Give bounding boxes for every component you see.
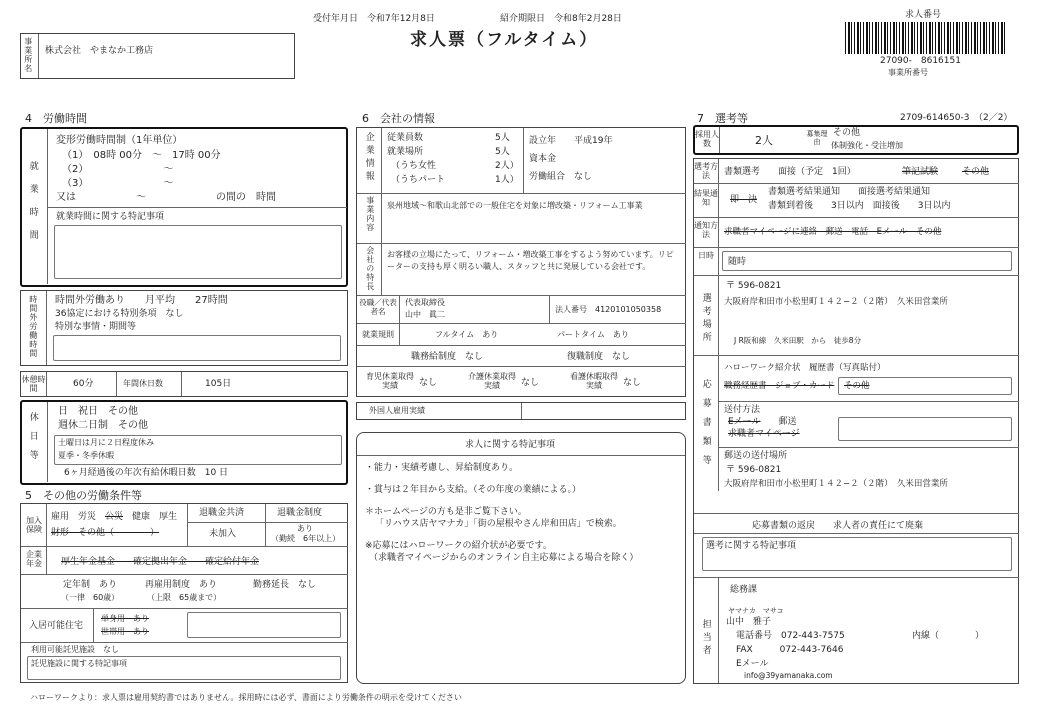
childcare-note-box	[27, 656, 341, 680]
rules-fulltime: フルタイム あり	[435, 330, 499, 339]
shift-3: （3） 〜	[62, 178, 174, 189]
date-value: 随時	[728, 257, 747, 267]
shift-1: （1） 08時 00分 〜 17時 00分	[62, 150, 221, 161]
housing-note-box	[187, 612, 341, 638]
rest-box	[20, 371, 348, 397]
s6-heading: 6 会社の情報	[362, 112, 435, 125]
company-name: 株式会社 やまなか工務店	[45, 46, 154, 56]
recruit-reason-1: その他	[833, 128, 861, 138]
special-circumstance-box	[53, 335, 341, 361]
annual-holidays-label: 年間休日数	[123, 379, 163, 388]
housing-single: 単身用 あり	[101, 614, 149, 623]
work-hours-box	[20, 127, 348, 287]
job-note-4: 「リハウス店ヤマナカ」「街の屋根やさん岸和田店」で検索。	[375, 519, 622, 529]
shift-2: （2） 〜	[62, 164, 174, 175]
contact-kana: ヤマナカ マサコ	[728, 607, 784, 615]
rep-name: 山中 眞二	[405, 310, 445, 319]
job-note-6: （求職者マイページからのオンライン自主応募による場合を除く）	[369, 553, 639, 563]
result-1: 書類選考結果通知 面接選考結果通知	[768, 187, 931, 197]
send-2: 求職者マイページ	[728, 429, 800, 439]
childcare-leave-value: なし	[419, 378, 438, 388]
work-hours-label: 就業時間	[27, 161, 38, 253]
docs-1: ハローワーク紹介状 履歴書（写真貼付）	[724, 363, 886, 373]
retire-age-2: （一律 60歳）	[61, 593, 120, 602]
contact-label: 担当者	[700, 619, 711, 658]
method-written: 筆記試験	[902, 167, 939, 177]
housing-family: 世帯用 あり	[101, 627, 149, 636]
overtime-box	[20, 290, 348, 366]
docs-note-box	[838, 377, 1012, 395]
rehire-2: （上限 65歳まで）	[147, 593, 222, 602]
company-info-label: 企業情報	[363, 132, 374, 184]
send-label: 送付方法	[724, 405, 761, 415]
nursing-leave-label: 看護休暇取得実績	[570, 372, 618, 391]
article-36: 36協定における特別条項 なし	[55, 309, 184, 319]
office-label: 事業所名	[23, 37, 33, 73]
method-value: 書類選考 面接（予定 1回）	[724, 167, 856, 177]
site-value: 5人	[495, 147, 510, 157]
business-label: 事業内容	[365, 196, 375, 232]
pension-value: 厚生年金基金 確定拠出年金 確定給付年金	[61, 557, 260, 567]
part-value: 1人）	[495, 175, 519, 185]
rep-label: 役職／代表者名	[359, 298, 397, 316]
work-hours-notes-label: 就業時間に関する特記事項	[56, 212, 165, 222]
employees-label: 従業員数	[387, 133, 424, 143]
childcare: 利用可能託児施設 なし	[31, 645, 119, 654]
contact-name: 山中 雅子	[726, 617, 772, 627]
childcare-leave-label: 育児休業取得実績	[366, 372, 414, 391]
rehire: 再雇用制度 あり	[145, 580, 218, 590]
or-line: 又は 〜 の間の 時間	[56, 192, 276, 203]
holidays-note-1: 土曜日は月に２日程度休み	[58, 438, 154, 447]
weekly-holidays: 週休二日制 その他	[58, 420, 148, 431]
annual-holidays-value: 105日	[205, 379, 232, 389]
work-hours-notes	[54, 225, 342, 279]
selection-box	[693, 158, 1019, 684]
mail-place-label: 郵送の送付場所	[724, 451, 788, 461]
selection-notes-box	[702, 537, 1012, 571]
job-note-1: ・能力・実績考慮し、昇給制度あり。	[365, 463, 519, 473]
foreign-hire-label: 外国人雇用実績	[369, 406, 425, 415]
overtime-value: 時間外労働あり 月平均 27時間	[55, 295, 228, 306]
barcode-number: 27090- 8616151	[880, 56, 961, 66]
job-number-label: 求人番号	[905, 10, 942, 20]
zip-1: 〒 596-0821	[726, 281, 782, 291]
hire-count-value: 2人	[755, 134, 773, 147]
holidays-box	[20, 400, 348, 485]
s5-heading: 5 その他の労働条件等	[25, 489, 142, 502]
zip-2: 〒 596-0821	[726, 465, 782, 475]
date-box	[722, 251, 1012, 271]
notify-label: 通知方法	[694, 221, 718, 240]
part-label: （うちパート	[391, 175, 446, 185]
female-value: 2人）	[495, 161, 519, 171]
care-leave-label: 介護休業取得実績	[468, 372, 516, 391]
rules-label: 就業規則	[362, 330, 394, 339]
hire-count-box	[693, 125, 1019, 155]
female-label: （うち女性	[391, 161, 437, 171]
rep-title: 代表取締役	[405, 298, 445, 307]
address-1: 大阪府岸和田市小松里町１４２−２（２階） 久米田営業所	[724, 297, 948, 307]
job-note-3: ＊ホームページの方も是非ご覧下さい。	[365, 507, 527, 517]
business-value: 泉州地域〜和歌山北部での一般住宅を対象に増改築・リフォーム工事業	[387, 201, 643, 210]
founded: 設立年 平成19年	[529, 136, 613, 146]
job-note-5: ※応募にはハローワークの紹介状が必要です。	[365, 541, 552, 551]
method-label: 選考方法	[694, 162, 718, 181]
rest-label: 休憩時間	[21, 375, 46, 394]
nursing-leave-value: なし	[623, 378, 642, 388]
contact-tel: 電話番号 072-443-7575	[736, 631, 845, 641]
capital: 資本金	[529, 154, 557, 164]
s7-heading: 7 選考等	[697, 112, 748, 125]
office-name-box	[20, 33, 295, 79]
retire-mutual-head: 退職金共済	[199, 508, 245, 518]
result-immediate: 即 決	[730, 195, 758, 205]
address-2: 大阪府岸和田市小松里町１４２−２（２階） 久米田営業所	[724, 479, 948, 489]
other-conditions-box	[20, 503, 348, 683]
department: 総務課	[730, 585, 758, 595]
care-leave-value: なし	[521, 378, 540, 388]
holidays-note-2: 夏季・冬季休暇	[58, 451, 114, 460]
method-other: その他	[962, 167, 990, 177]
result-label: 結果通知	[694, 189, 718, 208]
station: J R阪和線 久米田駅 から 徒歩8分	[734, 336, 862, 345]
holidays-value: 日 祝日 その他	[58, 406, 138, 417]
features-label: 会社の特長	[365, 246, 375, 291]
pension-label: 企業年金	[26, 550, 42, 569]
union: 労働組合 なし	[529, 172, 593, 182]
job-notes-box	[356, 432, 686, 684]
notify-value: 求職者マイページに連絡 郵送 電話 Eメール その他	[724, 227, 942, 237]
retire-system-note: （勤続 6年以上）	[271, 534, 341, 543]
contact-email: info@39yamanaka.com	[744, 671, 833, 680]
page-reference: 2709-614650-3 （2／2）	[900, 113, 1013, 123]
shift-type: 変形労働時間制（1年単位）	[56, 135, 183, 146]
extension: 勤務延長 なし	[253, 580, 317, 590]
hire-count-label: 採用人数	[695, 130, 719, 149]
send-1: Eメール 郵送	[728, 417, 797, 427]
referral-deadline: 紹介期限日 令和8年2月28日	[500, 14, 622, 24]
job-note-2: ・賞与は２年目から支給。（その年度の業績による。）	[365, 485, 582, 495]
overtime-label: 時間外労働時間	[28, 295, 38, 358]
paid-leave: 6ヶ月経過後の年次有給休暇日数 10 日	[64, 468, 229, 478]
business-number-label: 事業所番号	[888, 68, 928, 77]
selection-notes-label: 選考に関する特記事項	[706, 541, 797, 551]
insurance-2: 財形 その他（ ）	[51, 528, 160, 538]
docs-label: 応募書類等	[700, 379, 711, 474]
holidays-label: 休日等	[27, 412, 38, 469]
retire-system-head: 退職金制度	[277, 508, 323, 518]
recruit-reason-label: 募集理由	[806, 130, 828, 147]
date-label: 日時	[698, 251, 714, 260]
insurance-1: 雇用 労災 公災 健康 厚生	[51, 512, 178, 522]
contact-email-label: Eメール	[736, 659, 769, 669]
result-2: 書類到着後 3日以内 面接後 3日以内	[768, 201, 951, 211]
retire-age: 定年制 あり	[63, 580, 118, 590]
send-note-box	[838, 417, 1012, 441]
place-label: 選考場所	[700, 293, 711, 345]
contact-ext: 内線（ ）	[912, 631, 985, 641]
retire-system-value: あり	[297, 524, 313, 533]
company-info-box	[356, 127, 686, 397]
barcode	[845, 22, 1005, 54]
insurance-label: 加入保険	[26, 516, 42, 535]
page-title: 求人票（フルタイム）	[410, 30, 599, 50]
special-circumstance: 特別な事情・期間等	[55, 322, 137, 332]
childcare-note: 託児施設に関する特記事項	[31, 659, 127, 668]
features-value: お客様の立場にたって、リフォーム・増改築工事をするよう努めています。リピーターの支持も厚く明るい職人、スタッフと共に発展している会社です。	[387, 250, 674, 271]
footer-note: ハローワークより：求人票は雇用契約書ではありません。採用時には必ず、書面により労働条件の明示を受けてください	[30, 693, 462, 702]
rules-parttime: パートタイム あり	[557, 330, 629, 339]
recruit-reason-2: 体制強化・受注増加	[831, 141, 903, 150]
foreign-hire-box	[356, 402, 686, 420]
rest-value: 60分	[73, 379, 94, 389]
job-notes-heading: 求人に関する特記事項	[465, 440, 556, 450]
s4-heading: 4 労働時間	[25, 112, 87, 125]
received-date: 受付年月日 令和7年12月8日	[313, 14, 435, 24]
docs-other: その他	[844, 381, 870, 391]
duty-pay: 職務給制度 なし	[411, 352, 484, 362]
contact-fax: FAX 072-443-7646	[736, 645, 844, 655]
rejoin-system: 復職制度 なし	[567, 352, 631, 362]
site-label: 就業場所	[387, 147, 424, 157]
return-note: 応募書類の返戻 求人者の責任にて廃棄	[752, 521, 924, 531]
docs-2: 職務経歴書 ジョブ・カード	[724, 381, 835, 391]
housing-label: 入居可能住宅	[29, 621, 84, 631]
corporate-number: 法人番号 4120101050358	[555, 305, 662, 314]
retire-mutual-value: 未加入	[209, 529, 237, 539]
employees-value: 5人	[495, 133, 510, 143]
